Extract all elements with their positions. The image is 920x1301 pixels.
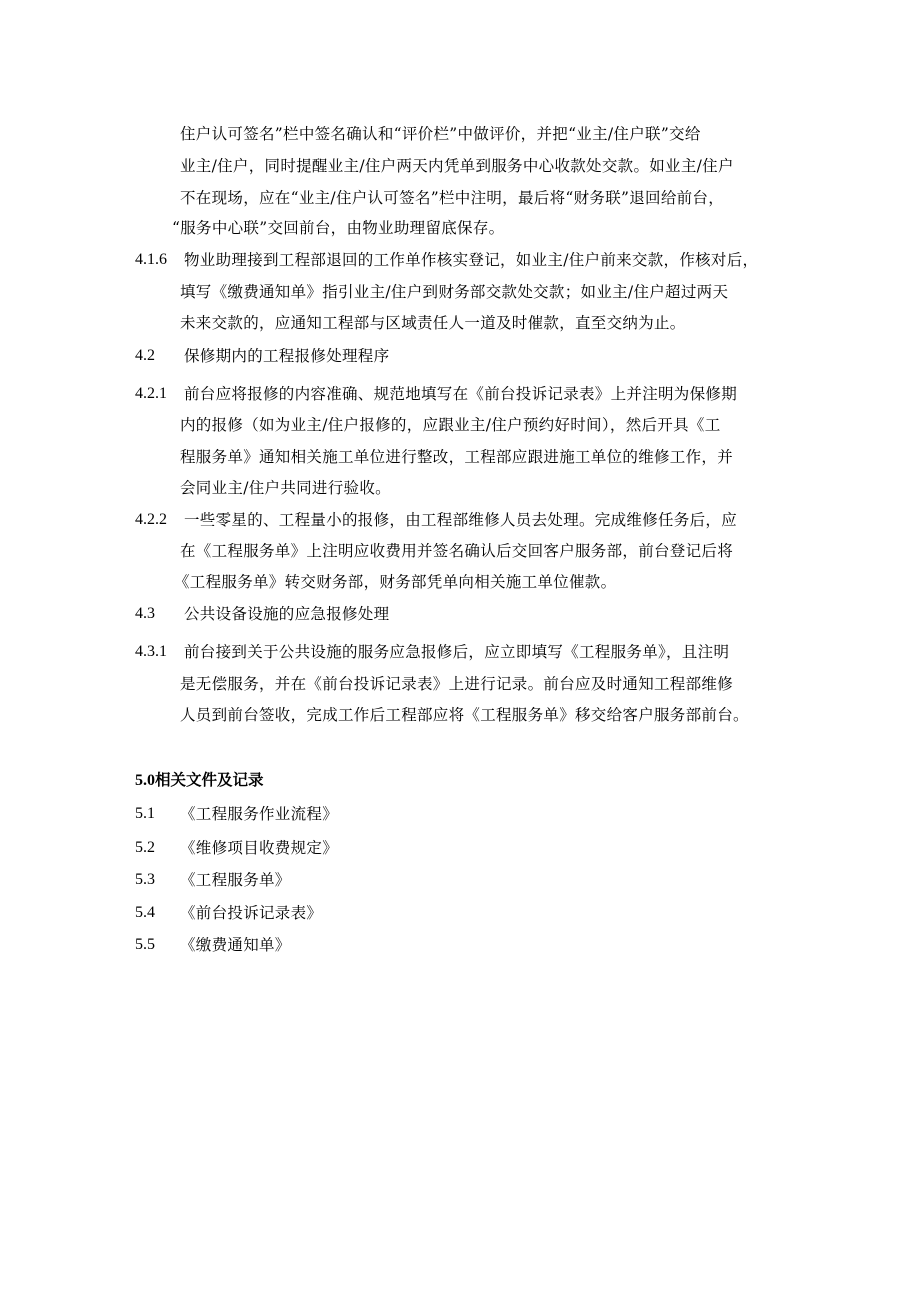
section-heading-5-0: [135, 770, 264, 791]
list-item-text: 《前台投诉记录表》: [180, 904, 323, 922]
section-title-5-0: 相关文件及记录: [155, 770, 264, 789]
section-number-5-0: 5.0: [135, 772, 155, 789]
paragraph-line: 不在现场，应在“业主/住户认可签名”栏中注明，最后将“财务联”退回给前台，: [180, 189, 725, 207]
paragraph-line: 《工程服务单》转交财务部，财务部凭单向相关施工单位催款。: [174, 573, 617, 591]
paragraph-line: 住户认可签名”栏中签名确认和“评价栏”中做评价，并把“业主/住户联”交给: [180, 125, 701, 143]
paragraph-line: 业主/住户，同时提醒业主/住户两天内凭单到服务中心收款处交款。如业主/住户: [180, 157, 734, 175]
clause-number-4-2-1: 4.2.1: [135, 385, 167, 402]
list-item-text: 《工程服务单》: [180, 871, 291, 889]
list-item-text: 《维修项目收费规定》: [180, 839, 339, 857]
paragraph-line: 前台应将报修的内容准确、规范地填写在《前台投诉记录表》上并注明为保修期: [184, 385, 738, 403]
paragraph-line: 程服务单》通知相关施工单位进行整改，工程部应跟进施工单位的维修工作，并: [180, 448, 734, 466]
section-title-4-2: 保修期内的工程报修处理程序: [184, 347, 390, 365]
paragraph-line: 会同业主/住户共同进行验收。: [180, 479, 391, 497]
list-item-number: 5.2: [135, 839, 155, 856]
list-item-text: 《工程服务作业流程》: [180, 805, 339, 823]
list-item-number: 5.3: [135, 871, 155, 888]
section-number-4-3: 4.3: [135, 605, 155, 622]
clause-number-4-3-1: 4.3.1: [135, 643, 167, 660]
paragraph-line: 内的报修（如为业主/住户报修的，应跟业主/住户预约好时间），然后开具《工: [180, 416, 721, 434]
paragraph-line: 人员到前台签收，完成工作后工程部应将《工程服务单》移交给客户服务部前台。: [180, 706, 749, 724]
paragraph-line: 一些零星的、工程量小的报修，由工程部维修人员去处理。完成维修任务后，应: [184, 511, 738, 529]
list-item-number: 5.5: [135, 936, 155, 953]
paragraph-line: 是无偿服务，并在《前台投诉记录表》上进行记录。前台应及时通知工程部维修: [180, 675, 734, 693]
paragraph-line: 未来交款的，应通知工程部与区域责任人一道及时催款，直至交纳为止。: [180, 314, 686, 332]
clause-number-4-2-2: 4.2.2: [135, 511, 167, 528]
list-item-text: 《缴费通知单》: [180, 936, 291, 954]
paragraph-line: 物业助理接到工程部退回的工作单作核实登记，如业主/住户前来交款，作核对后，: [184, 251, 759, 269]
list-item-number: 5.1: [135, 805, 155, 822]
paragraph-line: 前台接到关于公共设施的服务应急报修后，应立即填写《工程服务单》，且注明: [184, 643, 730, 661]
list-item-number: 5.4: [135, 904, 155, 921]
paragraph-line: “服务中心联”交回前台，由物业助理留底保存。: [172, 219, 505, 237]
section-title-4-3: 公共设备设施的应急报修处理: [184, 605, 390, 623]
paragraph-line: 在《工程服务单》上注明应收费用并签名确认后交回客户服务部，前台登记后将: [180, 542, 734, 560]
clause-number-4-1-6: 4.1.6: [135, 251, 167, 268]
paragraph-line: 填写《缴费通知单》指引业主/住户到财务部交款处交款；如业主/住户超过两天: [180, 283, 729, 301]
section-number-4-2: 4.2: [135, 347, 155, 364]
